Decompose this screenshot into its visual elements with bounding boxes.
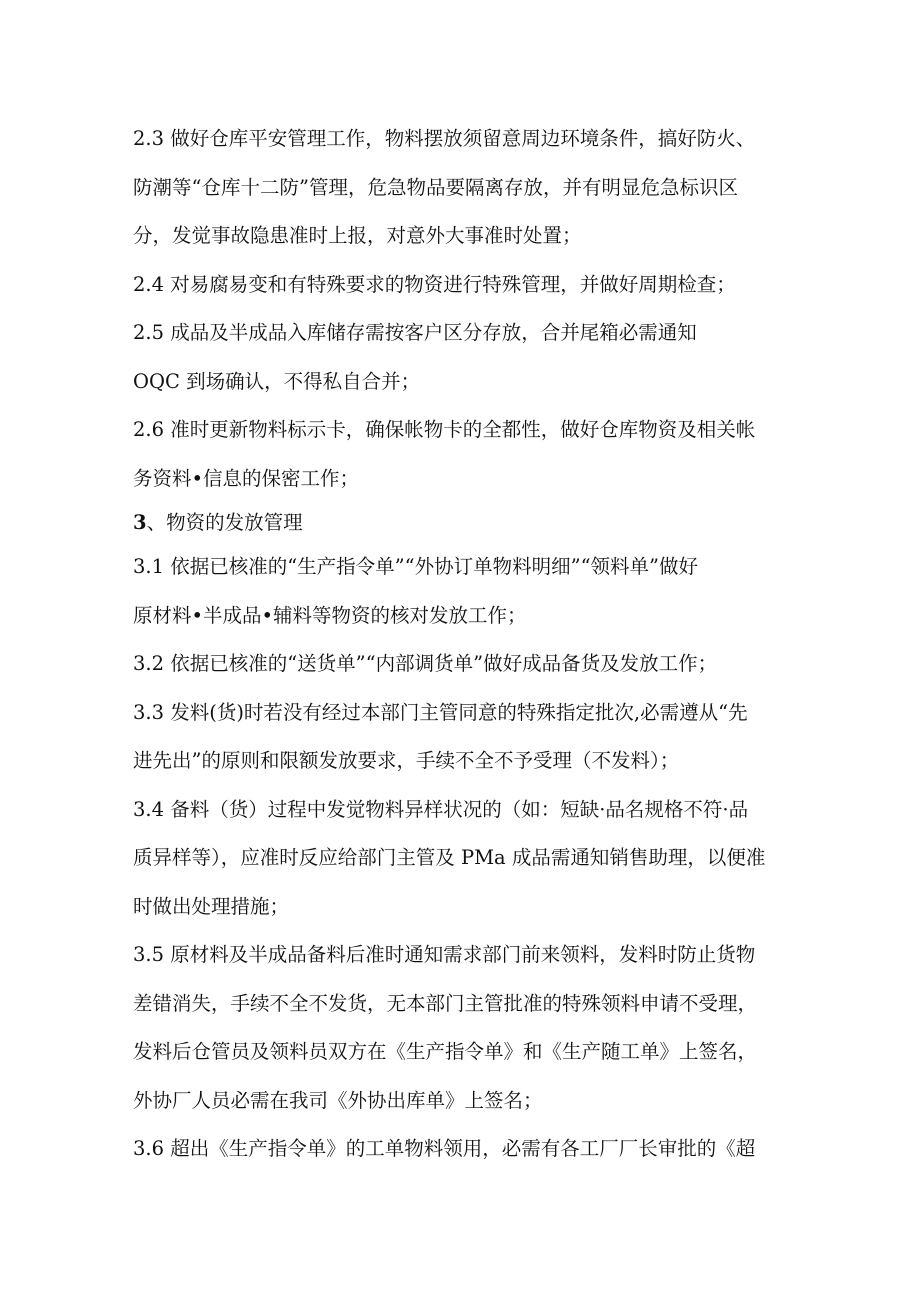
text-line: 发料后仓管员及领料员双方在《生产指令单》和《生产随工单》上签名， xyxy=(133,1040,758,1063)
section-heading-text: 、物资的发放管理 xyxy=(146,511,303,534)
text-line: 2.3 做好仓库平安管理工作，物料摆放须留意周边环境条件，搞好防火、 xyxy=(133,127,756,150)
text-line: 时做出处理措施； xyxy=(133,895,290,918)
text-line: 3.4 备料（货）过程中发觉物料异样状况的（如：短缺·品名规格不符·品 xyxy=(133,798,749,821)
text-line: 2.4 对易腐易变和有特殊要求的物资进行特殊管理，并做好周期检查； xyxy=(133,273,736,296)
text-line: 差错消失，手续不全不发货，无本部门主管批准的特殊领料申请不受理， xyxy=(133,992,758,1015)
text-line: 3.3 发料(货)时若没有经过本部门主管同意的特殊指定批次,必需遵从“先 xyxy=(133,701,748,724)
text-line: 2.5 成品及半成品入库储存需按客户区分存放，合并尾箱必需通知 xyxy=(133,321,697,344)
text-line: 3.6 超出《生产指令单》的工单物料领用，必需有各工厂厂长审批的《超 xyxy=(133,1137,756,1160)
text-line: 3.1 依据已核准的“生产指令单”“外协订单物料明细”“领料单”做好 xyxy=(133,555,699,578)
text-line: 防潮等“仓库十二防”管理，危急物品要隔离存放，并有明显危急标识区 xyxy=(133,176,738,199)
text-line: 进先出”的原则和限额发放要求，手续不全不予受理（不发料）； xyxy=(133,749,680,772)
text-line: 分，发觉事故隐患准时上报，对意外大事准时处置； xyxy=(133,224,582,247)
text-line: 3.2 依据已核准的“送货单”“内部调货单”做好成品备货及发放工作； xyxy=(133,652,718,675)
text-line: OQC 到场确认，不得私自合并； xyxy=(133,370,421,393)
text-line: 原材料•半成品•辅料等物资的核对发放工作； xyxy=(133,604,527,627)
text-line: 3.5 原材料及半成品备料后准时通知需求部门前来领料，发料时防止货物 xyxy=(133,943,756,966)
section-heading xyxy=(133,513,303,533)
section-number: 3 xyxy=(133,511,147,534)
text-line: 2.6 准时更新物料标示卡，确保帐物卡的全都性，做好仓库物资及相关帐 xyxy=(133,418,756,441)
text-line: 质异样等），应准时反应给部门主管及 PMa 成品需通知销售助理，以便准 xyxy=(133,846,766,869)
text-line: 外协厂人员必需在我司《外协出库单》上签名； xyxy=(133,1089,543,1112)
text-line: 务资料•信息的保密工作； xyxy=(133,467,360,490)
